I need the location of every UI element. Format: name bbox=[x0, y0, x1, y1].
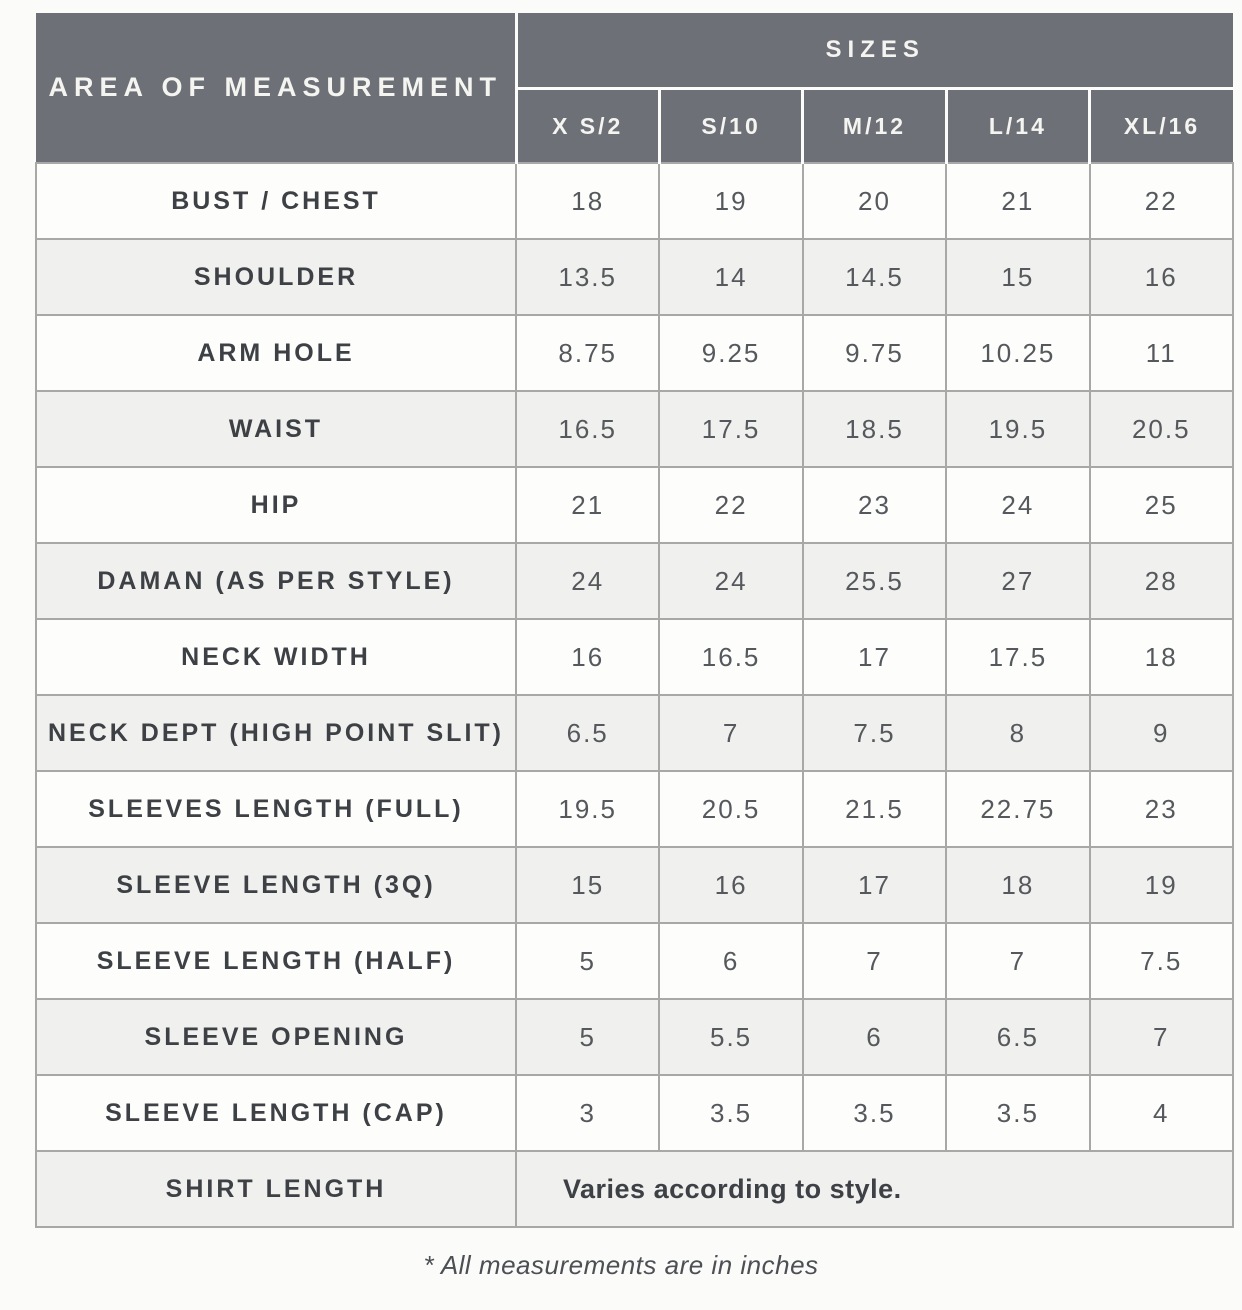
measurement-value: 24 bbox=[516, 543, 659, 619]
measurement-label: DAMAN (AS PER STYLE) bbox=[36, 543, 516, 619]
measurement-value: 14 bbox=[659, 239, 802, 315]
measurement-value: 7.5 bbox=[803, 695, 946, 771]
measurement-value: 13.5 bbox=[516, 239, 659, 315]
measurement-value: 16 bbox=[659, 847, 802, 923]
measurement-value: 3 bbox=[516, 1075, 659, 1151]
measurement-value: 7 bbox=[803, 923, 946, 999]
group-header-row bbox=[36, 13, 1233, 89]
table-row bbox=[36, 619, 1233, 695]
measurement-value: 20.5 bbox=[1090, 391, 1233, 467]
table-row-shirt-length bbox=[36, 1151, 1233, 1227]
measurement-label: NECK WIDTH bbox=[36, 619, 516, 695]
measurements-footnote: * All measurements are in inches bbox=[423, 1250, 819, 1280]
measurement-value: 16 bbox=[516, 619, 659, 695]
table-row bbox=[36, 467, 1233, 543]
measurement-value: 22.75 bbox=[946, 771, 1089, 847]
measurement-label: ARM HOLE bbox=[36, 315, 516, 391]
table-row bbox=[36, 239, 1233, 315]
measurement-value: 22 bbox=[1090, 163, 1233, 239]
measurement-label: SLEEVE LENGTH (3Q) bbox=[36, 847, 516, 923]
size-column-header: XL/16 bbox=[1090, 89, 1233, 164]
measurement-value: 8 bbox=[946, 695, 1089, 771]
area-of-measurement-header: AREA OF MEASUREMENT bbox=[36, 13, 516, 163]
table-row bbox=[36, 771, 1233, 847]
measurement-value: 19.5 bbox=[946, 391, 1089, 467]
size-column-header: L/14 bbox=[946, 89, 1089, 164]
measurement-value: 14.5 bbox=[803, 239, 946, 315]
measurement-value: 9.75 bbox=[803, 315, 946, 391]
measurement-value: 3.5 bbox=[803, 1075, 946, 1151]
measurement-label: BUST / CHEST bbox=[36, 163, 516, 239]
table-row bbox=[36, 543, 1233, 619]
measurement-value: 25 bbox=[1090, 467, 1233, 543]
measurement-value: 24 bbox=[659, 543, 802, 619]
measurement-value: 19.5 bbox=[516, 771, 659, 847]
measurement-value: 25.5 bbox=[803, 543, 946, 619]
measurement-value: 19 bbox=[1090, 847, 1233, 923]
measurement-value: 18 bbox=[946, 847, 1089, 923]
measurement-label: HIP bbox=[36, 467, 516, 543]
measurement-label: NECK DEPT (HIGH POINT SLIT) bbox=[36, 695, 516, 771]
measurement-value: 17.5 bbox=[659, 391, 802, 467]
measurement-value: 19 bbox=[659, 163, 802, 239]
measurement-value: 6 bbox=[803, 999, 946, 1075]
measurement-value: 15 bbox=[946, 239, 1089, 315]
table-row bbox=[36, 1075, 1233, 1151]
table-row bbox=[36, 999, 1233, 1075]
measurement-label: WAIST bbox=[36, 391, 516, 467]
measurement-value: 7 bbox=[1090, 999, 1233, 1075]
table-row bbox=[36, 847, 1233, 923]
measurement-value: 18 bbox=[1090, 619, 1233, 695]
table-header bbox=[36, 13, 1233, 163]
table-row bbox=[36, 163, 1233, 239]
measurement-value: 17.5 bbox=[946, 619, 1089, 695]
measurement-value: 17 bbox=[803, 847, 946, 923]
shirt-length-value: Varies according to style. bbox=[516, 1151, 1233, 1227]
measurement-label: SLEEVE OPENING bbox=[36, 999, 516, 1075]
measurement-value: 27 bbox=[946, 543, 1089, 619]
measurement-value: 16 bbox=[1090, 239, 1233, 315]
table-row bbox=[36, 923, 1233, 999]
measurement-value: 7.5 bbox=[1090, 923, 1233, 999]
measurement-value: 4 bbox=[1090, 1075, 1233, 1151]
measurement-value: 6.5 bbox=[946, 999, 1089, 1075]
measurement-value: 8.75 bbox=[516, 315, 659, 391]
sizes-header: SIZES bbox=[516, 13, 1233, 89]
measurement-value: 3.5 bbox=[946, 1075, 1089, 1151]
measurement-value: 28 bbox=[1090, 543, 1233, 619]
measurement-value: 20 bbox=[803, 163, 946, 239]
measurement-value: 6.5 bbox=[516, 695, 659, 771]
measurement-label: SHIRT LENGTH bbox=[36, 1151, 516, 1227]
measurement-value: 9.25 bbox=[659, 315, 802, 391]
measurement-value: 6 bbox=[659, 923, 802, 999]
measurement-value: 23 bbox=[803, 467, 946, 543]
measurement-value: 5 bbox=[516, 923, 659, 999]
measurement-value: 20.5 bbox=[659, 771, 802, 847]
size-column-header: X S/2 bbox=[516, 89, 659, 164]
measurement-value: 21.5 bbox=[803, 771, 946, 847]
measurement-label: SLEEVE LENGTH (HALF) bbox=[36, 923, 516, 999]
table-row bbox=[36, 391, 1233, 467]
measurement-value: 10.25 bbox=[946, 315, 1089, 391]
measurement-value: 16.5 bbox=[516, 391, 659, 467]
measurement-value: 21 bbox=[516, 467, 659, 543]
size-column-header: M/12 bbox=[803, 89, 946, 164]
measurement-value: 9 bbox=[1090, 695, 1233, 771]
table-row bbox=[36, 315, 1233, 391]
measurement-value: 7 bbox=[659, 695, 802, 771]
measurement-label: SHOULDER bbox=[36, 239, 516, 315]
measurement-value: 5 bbox=[516, 999, 659, 1075]
measurement-value: 7 bbox=[946, 923, 1089, 999]
table-row bbox=[36, 695, 1233, 771]
measurement-label: SLEEVE LENGTH (CAP) bbox=[36, 1075, 516, 1151]
measurement-value: 3.5 bbox=[659, 1075, 802, 1151]
measurement-value: 5.5 bbox=[659, 999, 802, 1075]
measurement-label: SLEEVES LENGTH (FULL) bbox=[36, 771, 516, 847]
measurement-value: 22 bbox=[659, 467, 802, 543]
measurement-value: 24 bbox=[946, 467, 1089, 543]
size-chart-table bbox=[35, 13, 1234, 1228]
measurement-value: 23 bbox=[1090, 771, 1233, 847]
measurement-value: 15 bbox=[516, 847, 659, 923]
measurement-value: 11 bbox=[1090, 315, 1233, 391]
measurement-value: 18 bbox=[516, 163, 659, 239]
measurement-value: 16.5 bbox=[659, 619, 802, 695]
measurement-value: 18.5 bbox=[803, 391, 946, 467]
measurement-value: 21 bbox=[946, 163, 1089, 239]
measurement-value: 17 bbox=[803, 619, 946, 695]
table-body bbox=[36, 163, 1233, 1227]
size-column-header: S/10 bbox=[659, 89, 802, 164]
